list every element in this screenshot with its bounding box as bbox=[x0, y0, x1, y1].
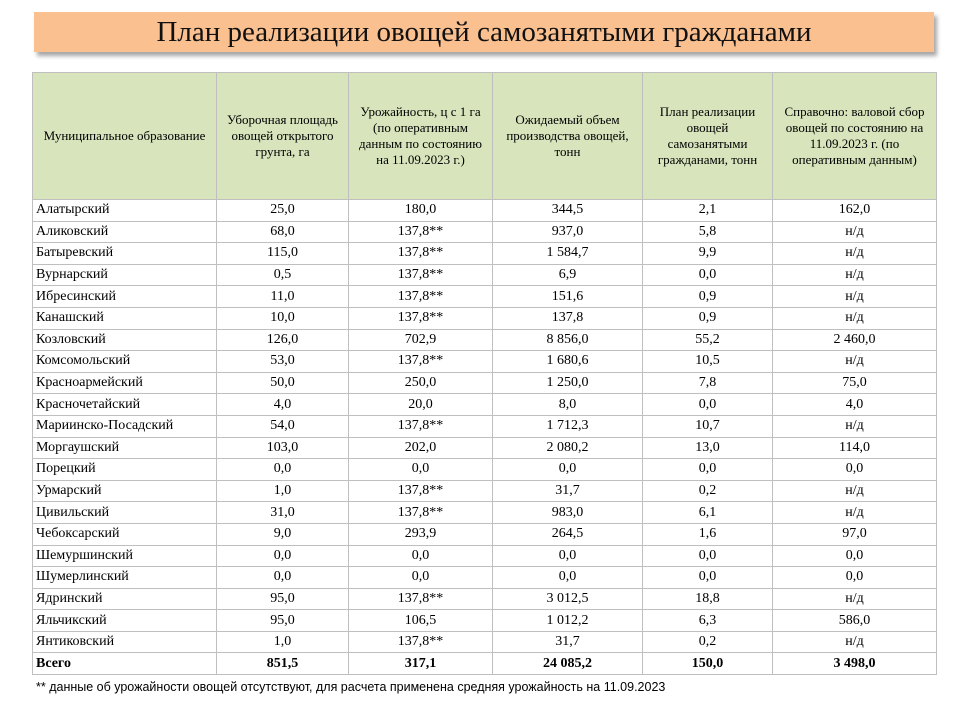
table-row bbox=[33, 437, 937, 459]
cell-gross-harvest: н/д bbox=[773, 264, 937, 286]
cell-municipality: Красночетайский bbox=[33, 394, 217, 416]
header-expected-production: Ожидаемый объем производства овощей, тонн bbox=[493, 73, 643, 200]
cell-gross-harvest: 0,0 bbox=[773, 459, 937, 481]
cell-municipality: Козловский bbox=[33, 329, 217, 351]
cell-yield: 0,0 bbox=[349, 567, 493, 589]
cell-yield: 137,8** bbox=[349, 307, 493, 329]
cell-yield: 137,8** bbox=[349, 631, 493, 653]
cell-municipality: Шемуршинский bbox=[33, 545, 217, 567]
cell-municipality: Вурнарский bbox=[33, 264, 217, 286]
cell-sales-plan: 13,0 bbox=[643, 437, 773, 459]
cell-municipality: Канашский bbox=[33, 307, 217, 329]
cell-yield: 20,0 bbox=[349, 394, 493, 416]
cell-yield: 137,8** bbox=[349, 264, 493, 286]
cell-gross-harvest: 114,0 bbox=[773, 437, 937, 459]
cell-yield: 0,0 bbox=[349, 459, 493, 481]
cell-yield: 0,0 bbox=[349, 545, 493, 567]
cell-harvest-area: 0,0 bbox=[217, 545, 349, 567]
cell-sales-plan: 0,2 bbox=[643, 480, 773, 502]
cell-yield: 137,8** bbox=[349, 351, 493, 373]
cell-municipality: Всего bbox=[33, 653, 217, 675]
table-row bbox=[33, 329, 937, 351]
cell-yield: 137,8** bbox=[349, 286, 493, 308]
cell-gross-harvest: н/д bbox=[773, 307, 937, 329]
cell-municipality: Аликовский bbox=[33, 221, 217, 243]
table-row bbox=[33, 545, 937, 567]
cell-yield: 180,0 bbox=[349, 200, 493, 222]
cell-sales-plan: 55,2 bbox=[643, 329, 773, 351]
cell-municipality: Цивильский bbox=[33, 502, 217, 524]
table-row bbox=[33, 631, 937, 653]
cell-harvest-area: 0,0 bbox=[217, 567, 349, 589]
cell-municipality: Чебоксарский bbox=[33, 523, 217, 545]
cell-harvest-area: 851,5 bbox=[217, 653, 349, 675]
table-row bbox=[33, 567, 937, 589]
cell-harvest-area: 68,0 bbox=[217, 221, 349, 243]
cell-gross-harvest: н/д bbox=[773, 631, 937, 653]
cell-gross-harvest: н/д bbox=[773, 415, 937, 437]
cell-municipality: Комсомольский bbox=[33, 351, 217, 373]
cell-sales-plan: 150,0 bbox=[643, 653, 773, 675]
cell-sales-plan: 6,1 bbox=[643, 502, 773, 524]
table-row bbox=[33, 372, 937, 394]
cell-expected-production: 8 856,0 bbox=[493, 329, 643, 351]
cell-expected-production: 1 250,0 bbox=[493, 372, 643, 394]
table-row bbox=[33, 351, 937, 373]
cell-yield: 702,9 bbox=[349, 329, 493, 351]
cell-sales-plan: 2,1 bbox=[643, 200, 773, 222]
cell-sales-plan: 9,9 bbox=[643, 243, 773, 265]
cell-expected-production: 8,0 bbox=[493, 394, 643, 416]
cell-gross-harvest: н/д bbox=[773, 502, 937, 524]
cell-municipality: Мариинско-Посадский bbox=[33, 415, 217, 437]
cell-municipality: Яльчикский bbox=[33, 610, 217, 632]
table-row bbox=[33, 459, 937, 481]
table-row bbox=[33, 243, 937, 265]
cell-expected-production: 31,7 bbox=[493, 480, 643, 502]
cell-municipality: Ибресинский bbox=[33, 286, 217, 308]
table-row bbox=[33, 480, 937, 502]
cell-gross-harvest: 75,0 bbox=[773, 372, 937, 394]
cell-gross-harvest: 586,0 bbox=[773, 610, 937, 632]
cell-sales-plan: 0,0 bbox=[643, 459, 773, 481]
cell-sales-plan: 6,3 bbox=[643, 610, 773, 632]
cell-harvest-area: 50,0 bbox=[217, 372, 349, 394]
cell-sales-plan: 0,2 bbox=[643, 631, 773, 653]
table-row bbox=[33, 221, 937, 243]
cell-yield: 137,8** bbox=[349, 415, 493, 437]
cell-yield: 106,5 bbox=[349, 610, 493, 632]
table-row bbox=[33, 610, 937, 632]
cell-harvest-area: 95,0 bbox=[217, 610, 349, 632]
cell-harvest-area: 0,5 bbox=[217, 264, 349, 286]
cell-municipality: Красноармейский bbox=[33, 372, 217, 394]
header-sales-plan: План реализации овощей самозанятыми гражданами, тонн bbox=[643, 73, 773, 200]
cell-sales-plan: 7,8 bbox=[643, 372, 773, 394]
cell-yield: 137,8** bbox=[349, 480, 493, 502]
cell-gross-harvest: 0,0 bbox=[773, 545, 937, 567]
cell-harvest-area: 25,0 bbox=[217, 200, 349, 222]
cell-gross-harvest: н/д bbox=[773, 286, 937, 308]
cell-expected-production: 151,6 bbox=[493, 286, 643, 308]
page-title: План реализации овощей самозанятыми гражданами bbox=[156, 15, 812, 48]
cell-yield: 137,8** bbox=[349, 588, 493, 610]
cell-sales-plan: 0,9 bbox=[643, 286, 773, 308]
cell-gross-harvest: н/д bbox=[773, 221, 937, 243]
cell-harvest-area: 1,0 bbox=[217, 631, 349, 653]
cell-expected-production: 937,0 bbox=[493, 221, 643, 243]
cell-harvest-area: 0,0 bbox=[217, 459, 349, 481]
cell-municipality: Моргаушский bbox=[33, 437, 217, 459]
vegetable-sales-plan-table bbox=[32, 72, 937, 675]
table-header-row bbox=[33, 73, 937, 200]
cell-expected-production: 1 584,7 bbox=[493, 243, 643, 265]
cell-expected-production: 3 012,5 bbox=[493, 588, 643, 610]
cell-yield: 293,9 bbox=[349, 523, 493, 545]
cell-expected-production: 24 085,2 bbox=[493, 653, 643, 675]
cell-harvest-area: 10,0 bbox=[217, 307, 349, 329]
total-row bbox=[33, 653, 937, 675]
cell-sales-plan: 1,6 bbox=[643, 523, 773, 545]
cell-expected-production: 983,0 bbox=[493, 502, 643, 524]
cell-expected-production: 137,8 bbox=[493, 307, 643, 329]
table-row bbox=[33, 286, 937, 308]
cell-expected-production: 2 080,2 bbox=[493, 437, 643, 459]
table-row bbox=[33, 394, 937, 416]
table-body bbox=[33, 200, 937, 675]
cell-sales-plan: 10,7 bbox=[643, 415, 773, 437]
cell-expected-production: 0,0 bbox=[493, 459, 643, 481]
table-row bbox=[33, 588, 937, 610]
cell-harvest-area: 4,0 bbox=[217, 394, 349, 416]
cell-gross-harvest: 162,0 bbox=[773, 200, 937, 222]
cell-municipality: Порецкий bbox=[33, 459, 217, 481]
cell-sales-plan: 0,0 bbox=[643, 394, 773, 416]
cell-gross-harvest: 97,0 bbox=[773, 523, 937, 545]
cell-harvest-area: 1,0 bbox=[217, 480, 349, 502]
cell-gross-harvest: н/д bbox=[773, 480, 937, 502]
cell-sales-plan: 0,0 bbox=[643, 264, 773, 286]
cell-sales-plan: 0,0 bbox=[643, 567, 773, 589]
cell-municipality: Ядринский bbox=[33, 588, 217, 610]
cell-expected-production: 31,7 bbox=[493, 631, 643, 653]
header-yield: Урожайность, ц с 1 га (по оперативным данным по состоянию на 11.09.2023 г.) bbox=[349, 73, 493, 200]
cell-sales-plan: 10,5 bbox=[643, 351, 773, 373]
cell-yield: 317,1 bbox=[349, 653, 493, 675]
cell-yield: 250,0 bbox=[349, 372, 493, 394]
cell-municipality: Шумерлинский bbox=[33, 567, 217, 589]
cell-municipality: Янтиковский bbox=[33, 631, 217, 653]
cell-harvest-area: 9,0 bbox=[217, 523, 349, 545]
cell-harvest-area: 95,0 bbox=[217, 588, 349, 610]
title-banner bbox=[34, 12, 934, 52]
cell-sales-plan: 5,8 bbox=[643, 221, 773, 243]
cell-expected-production: 1 712,3 bbox=[493, 415, 643, 437]
cell-gross-harvest: 2 460,0 bbox=[773, 329, 937, 351]
cell-harvest-area: 53,0 bbox=[217, 351, 349, 373]
header-harvest-area: Уборочная площадь овощей открытого грунта, га bbox=[217, 73, 349, 200]
cell-expected-production: 1 012,2 bbox=[493, 610, 643, 632]
cell-expected-production: 0,0 bbox=[493, 545, 643, 567]
cell-harvest-area: 31,0 bbox=[217, 502, 349, 524]
cell-gross-harvest: 0,0 bbox=[773, 567, 937, 589]
cell-expected-production: 344,5 bbox=[493, 200, 643, 222]
cell-yield: 202,0 bbox=[349, 437, 493, 459]
cell-sales-plan: 0,0 bbox=[643, 545, 773, 567]
cell-yield: 137,8** bbox=[349, 502, 493, 524]
table-row bbox=[33, 264, 937, 286]
cell-yield: 137,8** bbox=[349, 221, 493, 243]
cell-municipality: Алатырский bbox=[33, 200, 217, 222]
cell-gross-harvest: н/д bbox=[773, 243, 937, 265]
cell-municipality: Батыревский bbox=[33, 243, 217, 265]
cell-harvest-area: 11,0 bbox=[217, 286, 349, 308]
cell-harvest-area: 126,0 bbox=[217, 329, 349, 351]
header-municipality: Муниципальное образование bbox=[33, 73, 217, 200]
cell-expected-production: 0,0 bbox=[493, 567, 643, 589]
cell-harvest-area: 103,0 bbox=[217, 437, 349, 459]
header-gross-harvest: Справочно: валовой сбор овощей по состоянию на 11.09.2023 г. (по оперативным данным) bbox=[773, 73, 937, 200]
cell-gross-harvest: н/д bbox=[773, 351, 937, 373]
table-row bbox=[33, 523, 937, 545]
cell-gross-harvest: н/д bbox=[773, 588, 937, 610]
cell-harvest-area: 115,0 bbox=[217, 243, 349, 265]
table-row bbox=[33, 502, 937, 524]
cell-harvest-area: 54,0 bbox=[217, 415, 349, 437]
cell-municipality: Урмарский bbox=[33, 480, 217, 502]
cell-yield: 137,8** bbox=[349, 243, 493, 265]
table-row bbox=[33, 200, 937, 222]
cell-expected-production: 1 680,6 bbox=[493, 351, 643, 373]
cell-gross-harvest: 4,0 bbox=[773, 394, 937, 416]
cell-expected-production: 264,5 bbox=[493, 523, 643, 545]
cell-sales-plan: 0,9 bbox=[643, 307, 773, 329]
footnote: ** данные об урожайности овощей отсутствуют, для расчета применена средняя урожайность на 11.09.2023 bbox=[36, 680, 666, 694]
cell-sales-plan: 18,8 bbox=[643, 588, 773, 610]
table-row bbox=[33, 307, 937, 329]
table-row bbox=[33, 415, 937, 437]
cell-gross-harvest: 3 498,0 bbox=[773, 653, 937, 675]
cell-expected-production: 6,9 bbox=[493, 264, 643, 286]
